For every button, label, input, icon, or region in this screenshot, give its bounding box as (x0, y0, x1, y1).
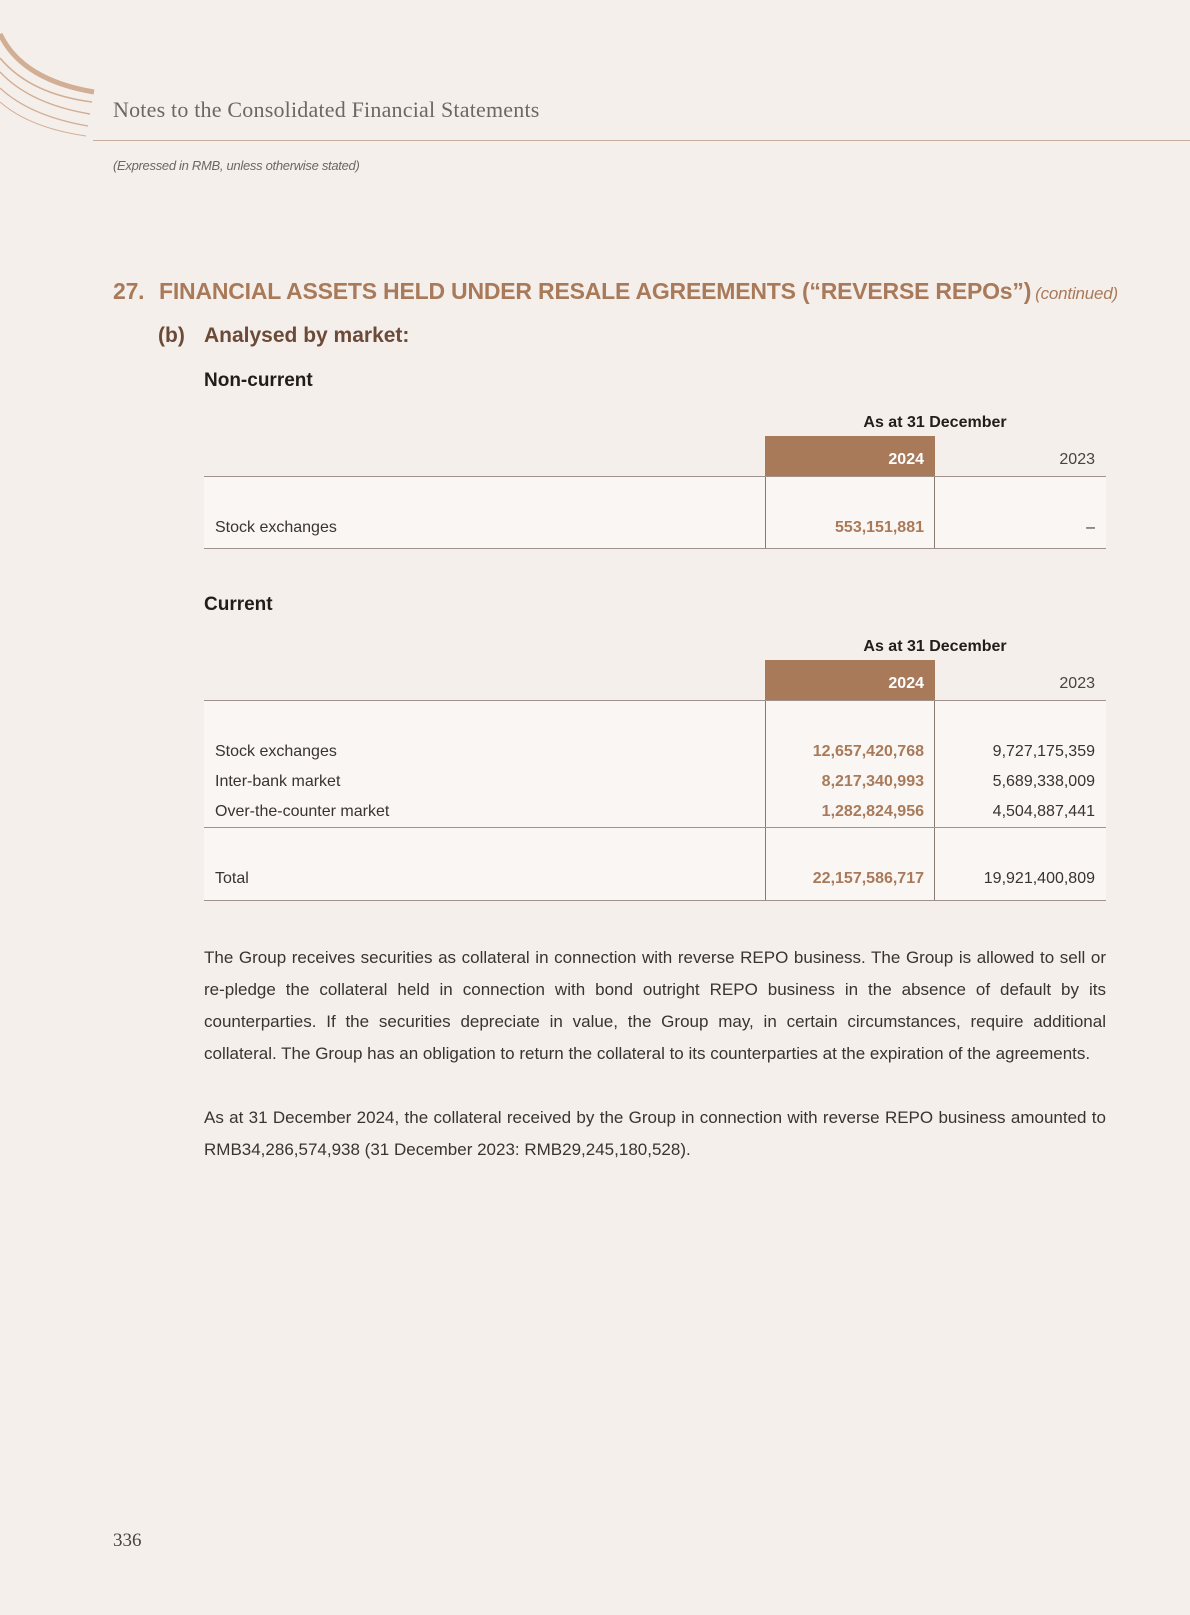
noncurrent-header-row (204, 436, 1106, 477)
total-value-2023: 19,921,400,809 (983, 870, 1095, 887)
table-row (204, 797, 1106, 827)
current-col-2024: 2024 (765, 660, 935, 700)
current-as-at-header: As at 31 December (863, 638, 1007, 655)
noncurrent-bottom-rule (204, 548, 1106, 549)
subtotal-rule (204, 827, 1106, 828)
section-number: 27. (113, 278, 145, 304)
section-heading (113, 278, 1118, 305)
noncurrent-table-body (204, 477, 1106, 549)
current-table-body (204, 701, 1106, 901)
total-value-2024: 22,157,586,717 (812, 870, 924, 887)
row-value-2024: 1,282,824,956 (821, 803, 924, 820)
subsection-label: (b) (158, 324, 185, 347)
row-value-2023: 9,727,175,359 (992, 743, 1095, 760)
decorative-arcs (0, 0, 100, 150)
page-header-title: Notes to the Consolidated Financial Statements (113, 97, 540, 122)
row-value-2023: 4,504,887,441 (992, 803, 1095, 820)
row-label: Inter-bank market (215, 773, 341, 790)
row-value-2024: 12,657,420,768 (812, 743, 924, 760)
page-number: 336 (113, 1530, 142, 1551)
current-title: Current (204, 594, 273, 615)
current-table (204, 638, 1106, 902)
collateral-amount-paragraph: As at 31 December 2024, the collateral received by the Group in connection with reverse REPO business amounted to RMB34,286,574,938 (31 December 2023: RMB29,245,180,528). (204, 1108, 1106, 1159)
currency-note: (Expressed in RMB, unless otherwise stated) (113, 158, 360, 173)
noncurrent-table (204, 414, 1106, 550)
table-row (204, 513, 1106, 543)
header-divider (93, 140, 1190, 141)
section-title: FINANCIAL ASSETS HELD UNDER RESALE AGREEMENTS (“REVERSE REPOs”) (159, 278, 1032, 304)
total-row (204, 864, 1106, 894)
current-bottom-rule (204, 900, 1106, 901)
noncurrent-col-2024: 2024 (765, 436, 935, 476)
table-row (204, 737, 1106, 767)
row-value-2023: 5,689,338,009 (992, 773, 1095, 790)
row-label: Stock exchanges (215, 743, 337, 760)
row-label: Stock exchanges (215, 519, 337, 536)
noncurrent-title: Non-current (204, 370, 313, 391)
subsection-heading (158, 324, 409, 348)
subsection-title: Analysed by market: (204, 324, 410, 347)
current-col-2023: 2023 (1059, 675, 1095, 692)
noncurrent-col-2023: 2023 (1059, 451, 1095, 468)
table-row (204, 767, 1106, 797)
row-value-2023: – (1086, 519, 1095, 536)
noncurrent-as-at-header: As at 31 December (863, 414, 1007, 431)
row-value-2024: 8,217,340,993 (821, 773, 924, 790)
row-value-2024: 553,151,881 (835, 519, 924, 536)
continued-label: (continued) (1035, 284, 1119, 303)
total-label: Total (215, 870, 249, 887)
current-header-row (204, 660, 1106, 701)
row-label: Over-the-counter market (215, 803, 390, 820)
collateral-paragraph: The Group receives securities as collateral in connection with reverse REPO business. The Group is allowed to sell or re-pledge the collateral held in connection with bond outright REPO business in the absence of default by its counterparties. If the securities depreciate in value, the Group may, in certain circumstances, require additional collateral. The Group has an obligation to return the collateral to its counterparties at the expiration of the agreements. (204, 948, 1106, 1063)
